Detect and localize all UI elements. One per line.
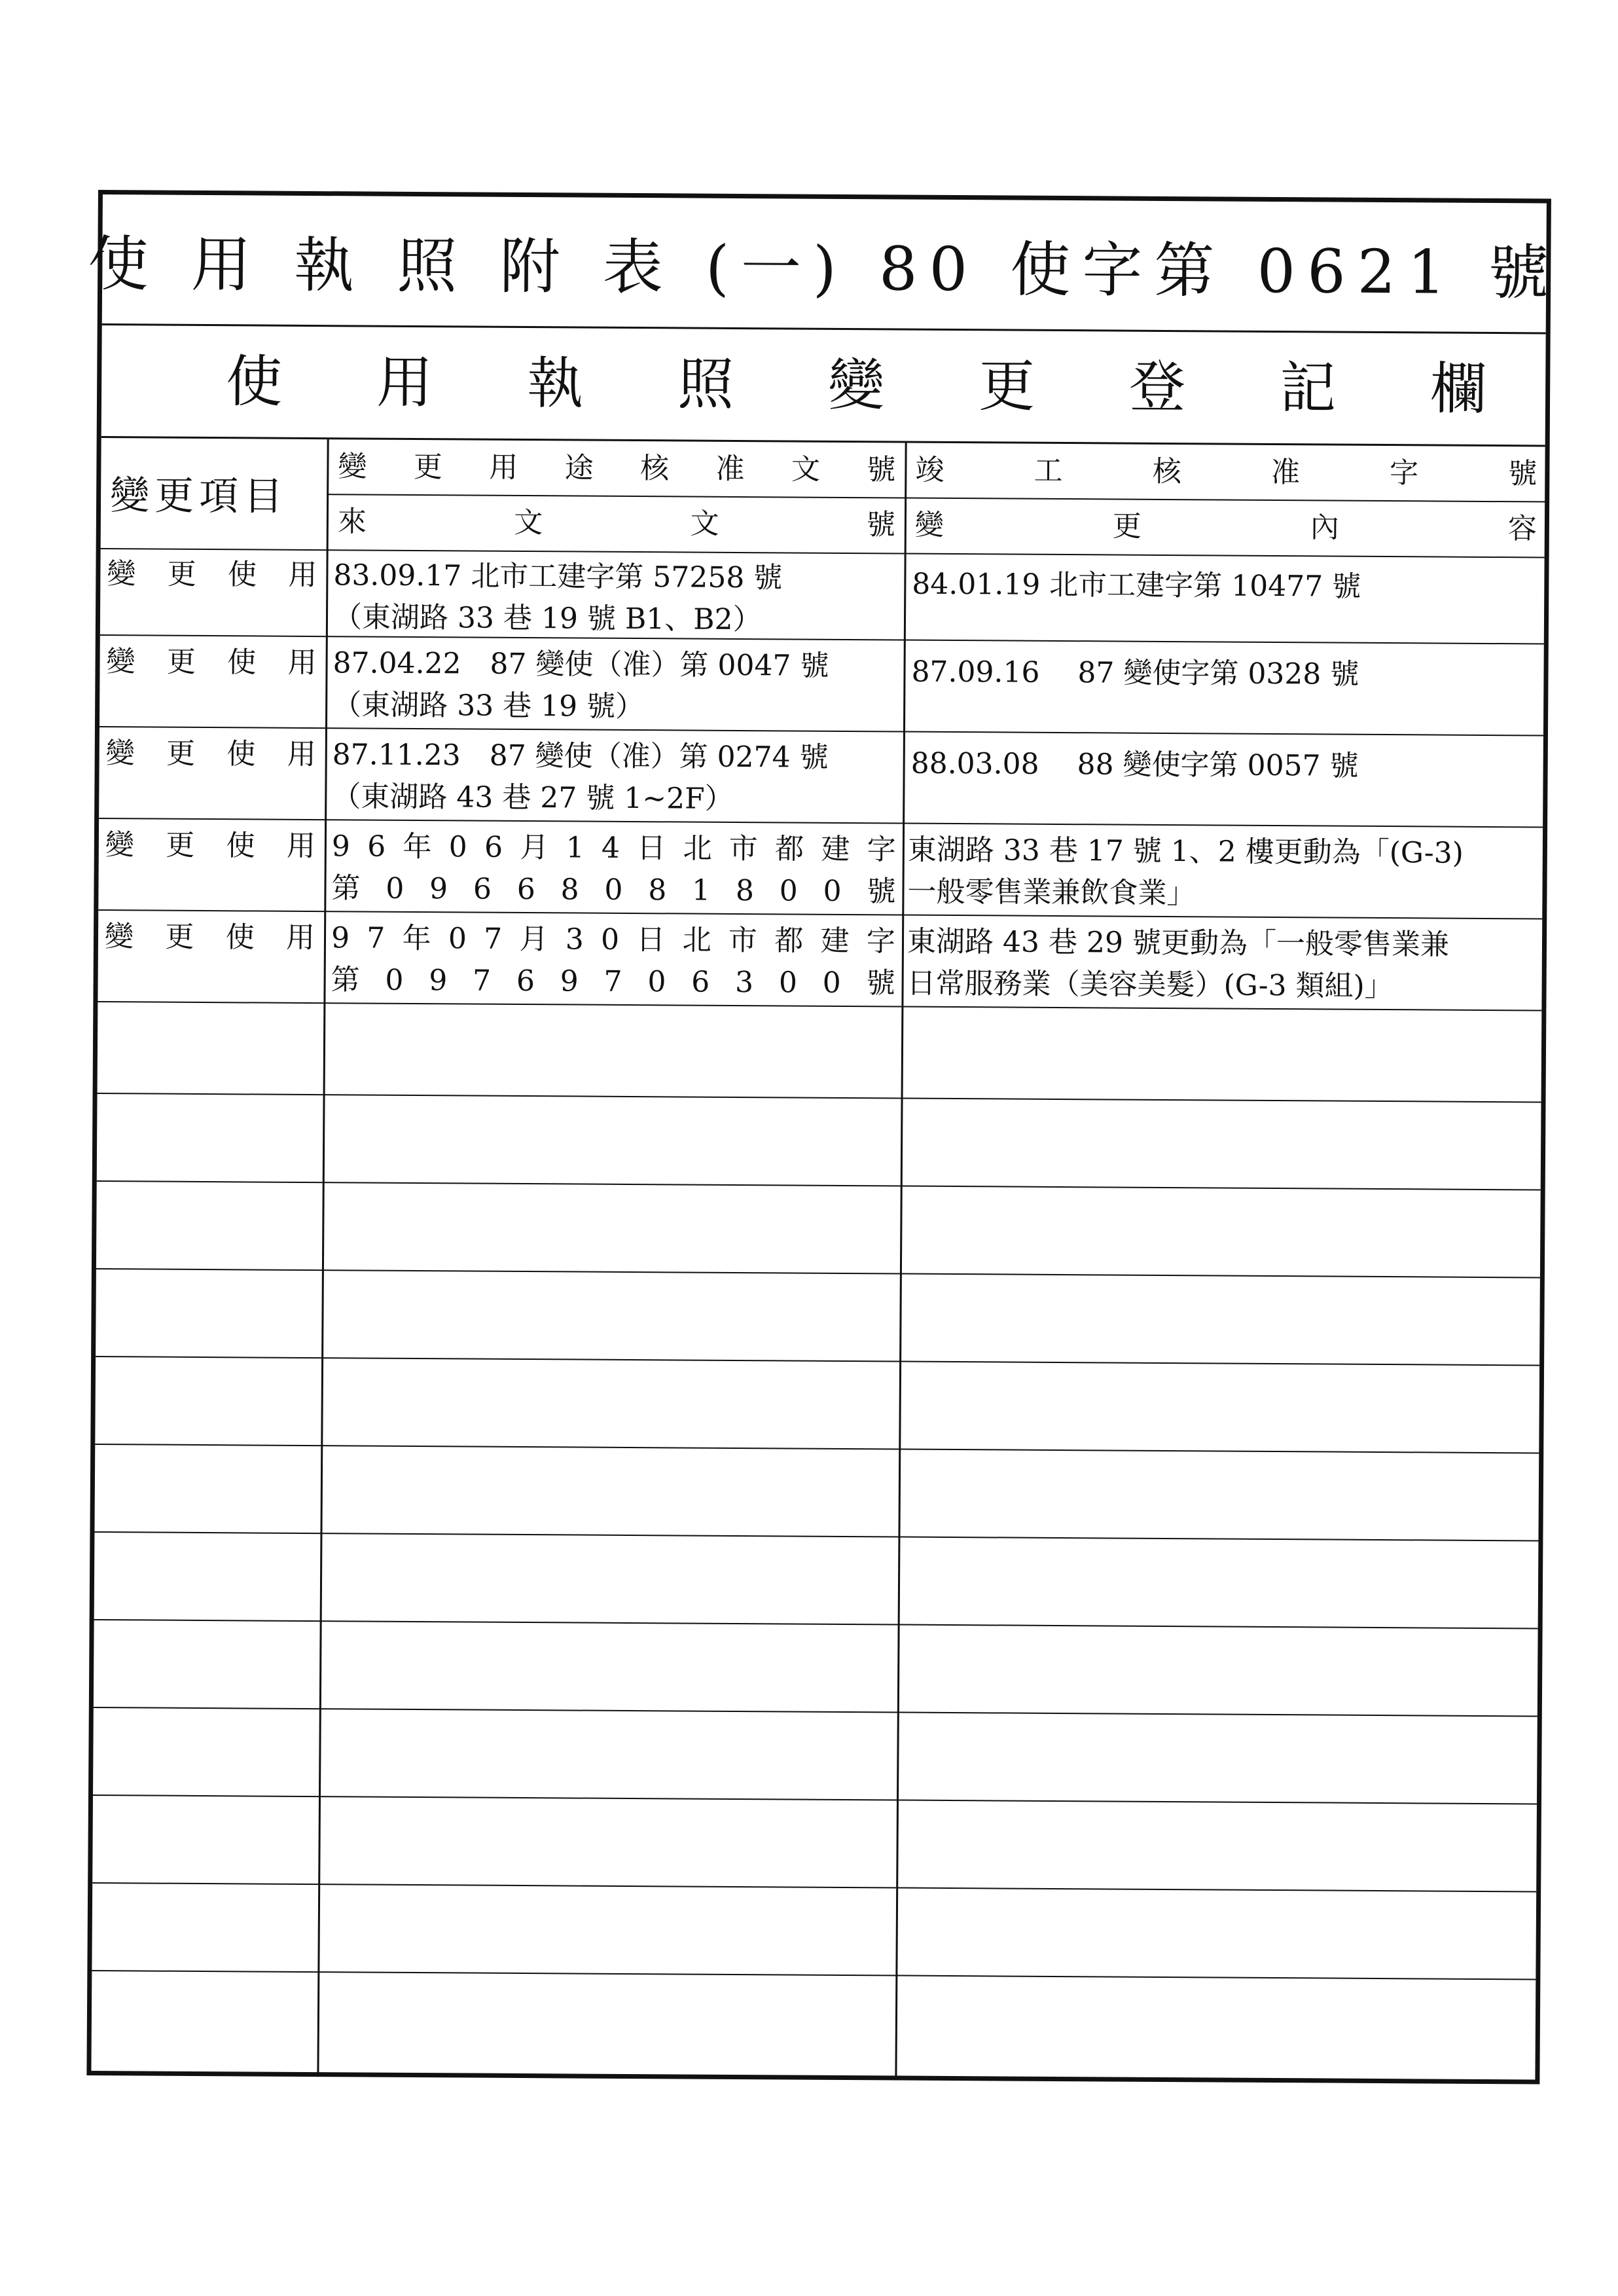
form-title: 使 用 執 照 附 表 (一) 80 使字第 0621 號 — [88, 228, 1561, 308]
document-char: 日 — [636, 923, 666, 957]
document-char: 7 — [472, 964, 492, 998]
document-line: （東湖路 43 巷 27 號 1~2F） — [332, 780, 734, 816]
item-char: 使 — [226, 737, 256, 771]
subtitle-char: 登 — [1128, 354, 1186, 421]
item-char: 變 — [106, 645, 135, 679]
document-char: 1 — [566, 831, 584, 865]
header-char: 容 — [1507, 512, 1537, 546]
subtitle-char: 照 — [677, 352, 734, 418]
item-char: 變 — [107, 557, 136, 591]
row-document-line1 — [331, 917, 895, 962]
header-char: 來 — [337, 505, 367, 539]
document-char: 日 — [637, 831, 666, 866]
document-char: 6 — [367, 829, 386, 864]
document-char: 市 — [728, 831, 758, 866]
item-char: 使 — [226, 829, 255, 863]
row-divider — [98, 1093, 1541, 1102]
row-document-line1 — [332, 826, 896, 871]
detail-line: 84.01.19 北市工建字第 10477 號 — [912, 567, 1361, 604]
header-char: 號 — [1508, 457, 1537, 491]
document-char: 6 — [516, 872, 535, 907]
document-char: 北 — [682, 923, 711, 957]
item-char: 用 — [287, 646, 317, 680]
row-detail — [907, 921, 1547, 1009]
detail-line: 一般零售業兼飲食業」 — [907, 875, 1196, 911]
document-char: 1 — [691, 873, 711, 907]
header-char: 文 — [791, 452, 821, 486]
document-char: 0 — [600, 922, 620, 957]
header-char: 用 — [489, 450, 518, 484]
detail-line: 東湖路 43 巷 29 號更動為「一般零售業兼 — [907, 924, 1450, 962]
document-char: 年 — [403, 829, 432, 864]
row-divider — [94, 1707, 1537, 1717]
subtitle-char: 使 — [225, 349, 283, 415]
subtitle-char: 記 — [1279, 355, 1337, 422]
item-char: 更 — [166, 828, 195, 862]
row-divider — [94, 1619, 1538, 1629]
item-char: 更 — [165, 920, 194, 954]
header-char: 號 — [866, 508, 896, 542]
document-char: 9 — [331, 921, 350, 955]
document-char: 建 — [820, 924, 850, 958]
detail-line: 日常服務業（美容美髮）(G-3 類組)」 — [907, 966, 1393, 1004]
header-change-item: 變更項目 — [109, 473, 289, 520]
document-char: 0 — [604, 873, 623, 907]
document-char: 0 — [448, 830, 467, 864]
document-char: 字 — [866, 924, 896, 958]
row-detail — [910, 743, 1546, 831]
detail-line — [910, 785, 1545, 831]
header-char: 工 — [1034, 454, 1063, 488]
document-char: 6 — [473, 872, 492, 906]
document-char: 月 — [520, 830, 549, 865]
header-completion-number — [915, 450, 1537, 500]
document-char: 6 — [691, 965, 710, 999]
document-char: 都 — [774, 832, 804, 866]
header-char: 更 — [1112, 509, 1142, 543]
document-char: 字 — [867, 833, 896, 867]
subtitle-char: 執 — [526, 351, 584, 417]
header-char: 准 — [715, 452, 745, 486]
item-char: 使 — [227, 646, 257, 680]
document-char: 0 — [385, 963, 404, 997]
document-char: 0 — [778, 966, 798, 1000]
row-item-label — [99, 824, 325, 867]
column-divider — [317, 439, 329, 2077]
document-char: 9 — [560, 964, 579, 998]
item-char: 變 — [104, 920, 134, 954]
document-char: 0 — [448, 922, 467, 956]
header-char: 變 — [338, 450, 367, 484]
row-divider — [95, 1444, 1539, 1453]
document-char: 0 — [779, 874, 798, 908]
row-item-label — [99, 641, 325, 684]
document-char: 8 — [648, 873, 667, 907]
row-document — [333, 642, 901, 729]
document-line: 83.09.17 北市工建字第 57258 號 — [333, 558, 783, 595]
detail-line: 東湖路 33 巷 17 號 1、2 樓更動為「(G-3) — [907, 833, 1464, 870]
document-char: 3 — [734, 965, 754, 1000]
row-divider — [97, 1180, 1541, 1190]
detail-line — [911, 693, 1546, 739]
document-char: 4 — [601, 831, 620, 865]
document-char: 年 — [402, 921, 431, 956]
subtitle-char: 更 — [978, 354, 1035, 420]
row-detail — [911, 651, 1547, 739]
row-detail — [912, 564, 1547, 651]
document-char: 北 — [683, 831, 712, 866]
document-line: 87.11.23 87 變使（准）第 0274 號 — [332, 738, 829, 774]
row-document-line2 — [331, 959, 895, 1004]
document-char: 9 — [429, 964, 448, 998]
document-char: 3 — [565, 922, 584, 957]
document-line: （東湖路 33 巷 19 號） — [333, 688, 645, 724]
row-document-line2 — [331, 867, 895, 913]
row-detail — [907, 829, 1548, 917]
row-divider — [96, 1356, 1539, 1366]
detail-line: 87.09.16 87 變使字第 0328 號 — [911, 655, 1359, 691]
item-char: 用 — [287, 737, 316, 772]
header-char: 文 — [514, 505, 543, 540]
document-line: （東湖路 33 巷 19 號 B1、B2） — [333, 600, 762, 637]
header-char: 核 — [639, 452, 670, 486]
document-char: 6 — [484, 830, 503, 864]
row-divider — [93, 1795, 1537, 1804]
usage-permit-change-form — [86, 190, 1561, 2085]
document-char: 0 — [822, 966, 841, 1000]
item-char: 使 — [225, 920, 255, 955]
document-char: 號 — [867, 875, 896, 909]
item-char: 更 — [166, 645, 196, 679]
document-char: 9 — [331, 829, 351, 864]
subtitle-char: 用 — [376, 350, 433, 416]
document-char: 號 — [866, 966, 895, 1000]
document-char: 9 — [429, 872, 448, 906]
document-char: 7 — [603, 964, 622, 998]
row-divider — [94, 1531, 1538, 1541]
document-char: 6 — [516, 964, 535, 998]
row-divider — [92, 1970, 1536, 1980]
document-char: 0 — [647, 965, 666, 999]
header-char: 字 — [1389, 456, 1419, 490]
row-document — [332, 734, 901, 821]
item-char: 變 — [105, 737, 135, 771]
document-char: 8 — [560, 873, 579, 907]
header-char: 變 — [914, 508, 944, 542]
detail-line — [912, 606, 1547, 651]
row-item-label — [100, 553, 326, 596]
document-char: 0 — [386, 871, 404, 905]
item-char: 更 — [167, 557, 196, 591]
document-char: 建 — [821, 832, 850, 867]
item-char: 用 — [288, 558, 317, 592]
item-char: 更 — [166, 737, 196, 771]
header-char: 途 — [564, 451, 594, 485]
row-item-label — [99, 733, 325, 776]
document-char: 市 — [728, 923, 758, 958]
header-char: 核 — [1152, 454, 1181, 489]
detail-line: 88.03.08 88 變使字第 0057 號 — [910, 746, 1359, 783]
header-char: 准 — [1270, 455, 1301, 490]
row-divider — [96, 1268, 1540, 1278]
header-char: 竣 — [915, 453, 944, 487]
header-char: 文 — [690, 507, 719, 541]
item-char: 用 — [285, 920, 315, 955]
document-char: 第 — [331, 963, 360, 997]
header-approval-number — [338, 446, 895, 495]
header-char: 內 — [1310, 511, 1340, 545]
item-char: 用 — [286, 829, 316, 864]
header-incoming-number — [338, 501, 895, 550]
document-char: 都 — [774, 924, 804, 958]
document-line: 87.04.22 87 變使（准）第 0047 號 — [333, 646, 829, 683]
document-char: 月 — [519, 922, 548, 957]
document-char: 7 — [484, 922, 503, 956]
subtitle-char: 欄 — [1429, 356, 1487, 422]
document-char: 0 — [823, 874, 842, 908]
item-char: 變 — [105, 828, 135, 862]
header-char: 更 — [413, 450, 442, 484]
header-char: 號 — [867, 453, 896, 487]
subtitle-char: 變 — [827, 352, 885, 419]
row-item-label — [98, 916, 324, 959]
header-change-content — [915, 505, 1537, 555]
row-document — [333, 555, 902, 642]
document-char: 7 — [367, 921, 386, 955]
document-char: 8 — [735, 873, 755, 908]
document-char: 第 — [331, 871, 361, 905]
item-char: 使 — [227, 558, 257, 592]
row-divider — [92, 1882, 1536, 1892]
